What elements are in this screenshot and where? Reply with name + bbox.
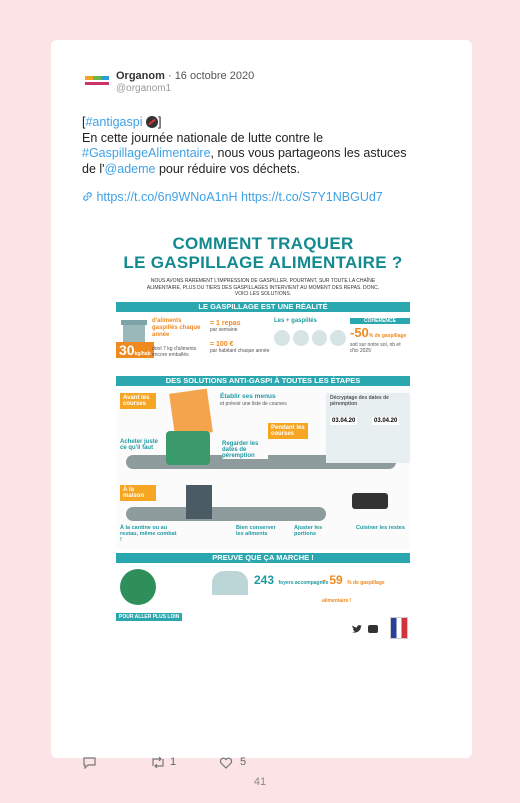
home-canteen: À la cantine ou au restau, même combat ! [120, 524, 177, 543]
most-wasted-box [274, 316, 346, 372]
home-conserve: Bien conserver les aliments [236, 524, 276, 537]
infographic-title [108, 234, 418, 272]
tweet-url-2[interactable]: https://t.co/S7Y1NBGUd7 [241, 190, 383, 204]
people-icon [212, 571, 248, 595]
infographic-intro: NOUS AVONS RAREMENT L'IMPRESSION DE GASPILLER. POURTANT, SUR TOUTE LA CHAÎNE ALIMENTAIRE, PLUS DU TIERS DES GASPILLAGES INTERVIENT AU MOMENT DES REPAS. DONC, VOICI LES SOLUTIONS. [146, 278, 380, 297]
section-band-solutions: DES SOLUTIONS ANTI-GASPI À TOUTES LES ÉTAPES [116, 376, 410, 386]
tweet-text [82, 115, 452, 206]
hashtag-gaspillage[interactable]: #GaspillageAlimentaire [82, 146, 211, 160]
date-label-2: 03.04.20 [374, 417, 398, 424]
tweet-card [51, 40, 472, 768]
proof-count: 243 [254, 572, 275, 587]
bread-icon [293, 330, 309, 346]
proof-pct-group [322, 571, 410, 607]
stat-kg-sub: dont 7 kg d'aliments encore emballés [152, 345, 197, 358]
step2-buy: Acheter juste ce qu'il faut [120, 438, 159, 451]
like-count: 5 [240, 756, 247, 768]
reality-row [116, 316, 410, 372]
author-name[interactable]: Organom [116, 70, 165, 82]
stat-pct-sub: soit sur notre sol, nb et d'ici 2025 [350, 341, 401, 354]
vegetables-icon [274, 330, 290, 346]
author-handle[interactable]: @organom1 [116, 83, 172, 94]
proof-pct: - 59 [322, 572, 343, 587]
step1-menus-sub: et prévoir une liste de courses [220, 400, 287, 407]
tweet-links [82, 190, 452, 206]
retweet-count: 1 [170, 756, 177, 768]
organom-logo[interactable] [83, 73, 113, 89]
date-label-1: 03.04.20 [332, 417, 356, 424]
dates-title: Décryptage des dates de péremption [330, 394, 389, 407]
solutions-area [116, 389, 410, 549]
stat-pct-value: -50 [350, 324, 369, 340]
scale-icon [166, 431, 210, 465]
proof-count-group [254, 571, 328, 589]
stat-euro-sub: par habitant chaque année [210, 347, 270, 354]
stat-kg-label: d'aliments gaspillés chaque année [152, 317, 201, 338]
tweet-url-1[interactable]: https://t.co/6n9WNoA1nH [96, 190, 238, 204]
most-wasted-label: Les + gaspillés [274, 317, 317, 324]
page-number: 41 [253, 776, 267, 788]
tweet-line-2: En cette journée nationale de lutte contre le [82, 130, 324, 145]
step2-dates: Regarder les dates de péremption [222, 441, 268, 459]
home-portions: Ajuster les portions [294, 524, 323, 537]
home-leftovers: Cuisiner les restes [356, 524, 405, 531]
retweet-icon[interactable] [150, 756, 166, 769]
leftovers-icon [312, 330, 328, 346]
proof-row [116, 567, 410, 643]
step3-badge [120, 485, 156, 501]
link-icon [82, 191, 93, 202]
tweet-author-line [116, 70, 254, 82]
mention-ademe[interactable]: @ademe [104, 161, 156, 176]
tweet-text-part: , nous vous partageons les astuces [210, 146, 407, 160]
food-icons-row [274, 330, 346, 346]
road-path-lower [126, 507, 326, 521]
stat-euro: = 100 € [210, 340, 234, 348]
tweet-text-part: de l' [82, 161, 105, 176]
coherence-badge: COHÉRENCE [350, 318, 410, 324]
section-band-reality: LE GASPILLAGE EST UNE RÉALITÉ [116, 302, 410, 312]
youtube-icon [368, 625, 378, 633]
tweet-line-3 [82, 146, 452, 162]
infographic-title-line-1: COMMENT TRAQUER [172, 234, 354, 253]
infographic-image[interactable] [108, 220, 418, 730]
section-band-proof: PREUVE QUE ÇA MARCHE ! [116, 553, 410, 563]
step1-badge [120, 393, 156, 409]
pan-icon [352, 493, 388, 509]
step1-menus: Établir ses menus [220, 392, 276, 400]
stat-repas-sub: par semaine [210, 326, 238, 333]
stat-kg-unit: kg/hab [134, 350, 151, 357]
step2-label: Pendant les courses [271, 424, 305, 437]
twitter-icon [352, 625, 362, 634]
dairy-icon [330, 330, 346, 346]
more-info-badge: POUR ALLER PLUS LOIN [116, 613, 182, 621]
no-waste-emoji-icon [146, 116, 158, 128]
step3-label: À la maison [123, 486, 145, 499]
reply-icon[interactable] [82, 756, 97, 769]
coherence-box [350, 316, 410, 372]
infographic-title-line-2: LE GASPILLAGE ALIMENTAIRE ? [123, 253, 403, 272]
stat-kg-value: 30 [119, 341, 135, 358]
stat-kg-box [116, 316, 206, 372]
tweet-text-part: pour réduire vos déchets. [155, 161, 300, 176]
stat-pct-unit: % de gaspillage [368, 332, 407, 339]
tweet-line-4 [82, 162, 452, 178]
republique-logo [390, 617, 408, 639]
fridge-icon [186, 485, 212, 519]
tweet-line-1: [#antigaspi ] [82, 115, 162, 129]
menu-board-icon [169, 388, 213, 437]
tweet-date[interactable]: · 16 octobre 2020 [167, 70, 255, 82]
tweet-actions [82, 756, 452, 772]
proof-pct-label: % de gaspillage alimentaire ! [322, 579, 385, 604]
stat-repas-box [210, 316, 270, 372]
step1-label: Avant les courses [123, 394, 150, 407]
dates-box [326, 393, 410, 463]
step2-badge [268, 423, 308, 439]
hashtag-antigaspi[interactable]: #antigaspi [85, 115, 143, 129]
stat-repas: = 1 repas [210, 319, 241, 327]
foyers-logo-icon [120, 569, 156, 605]
proof-count-label: foyers accompagnés [278, 579, 329, 586]
like-heart-icon[interactable] [219, 757, 233, 769]
stat-kg-badge [116, 342, 154, 358]
